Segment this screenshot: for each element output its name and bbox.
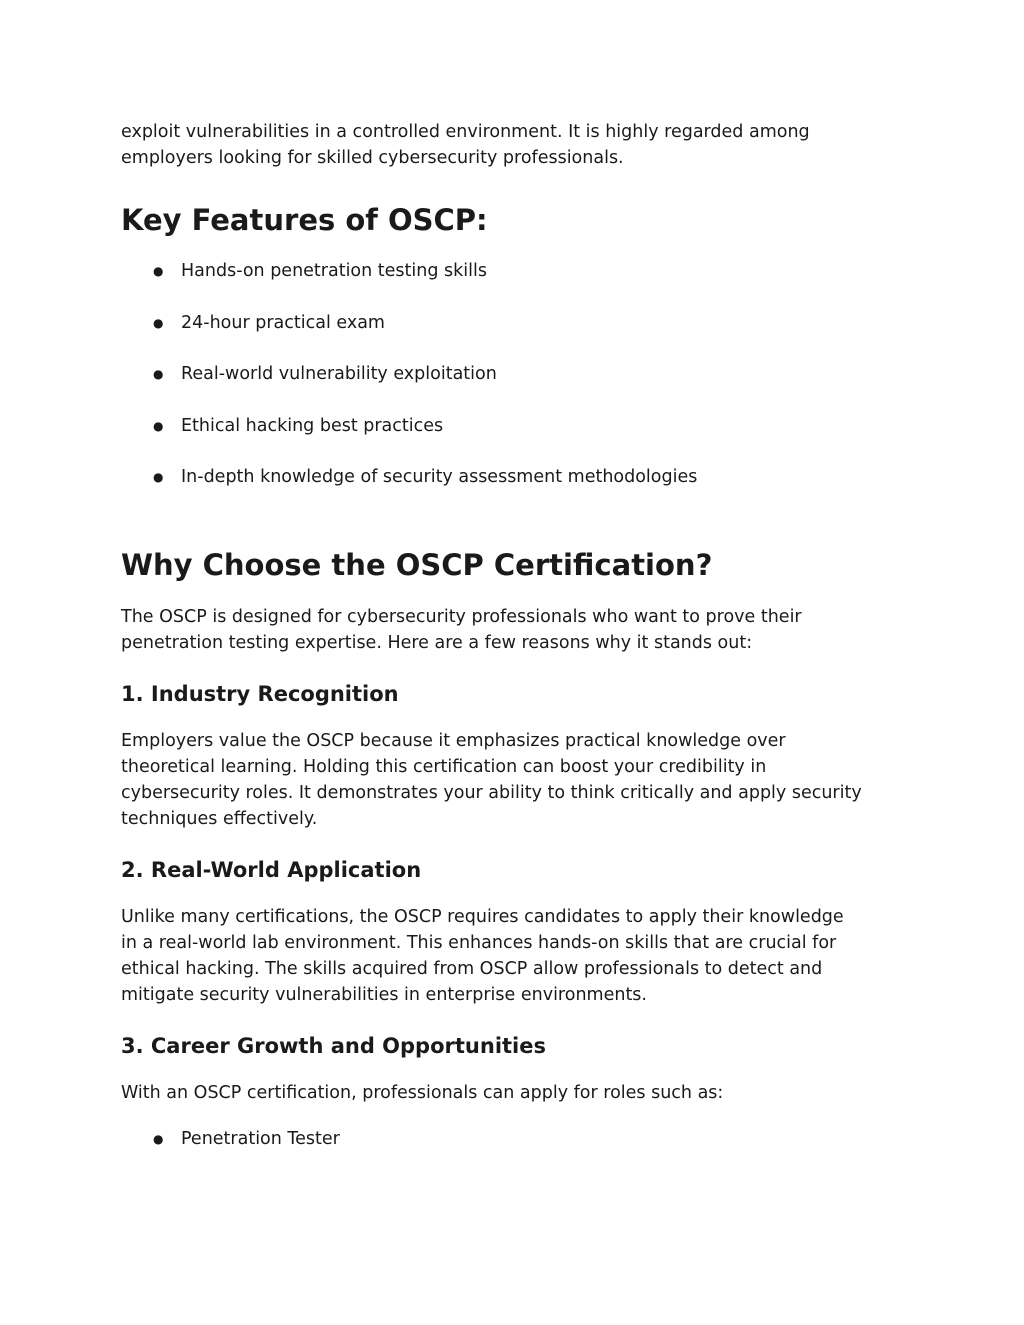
paragraph-line: in a real-world lab environment. This enhances hands-on skills that are crucial for <box>121 933 837 953</box>
roles-list <box>121 1126 921 1152</box>
list-item <box>121 258 921 284</box>
paragraph-line: theoretical learning. Holding this certification can boost your credibility in <box>121 757 767 777</box>
why-choose-paragraph <box>121 604 921 656</box>
list-item-text: Hands-on penetration testing skills <box>181 261 487 281</box>
document-page <box>121 119 921 1152</box>
real-world-application-heading: 2. Real-World Application <box>121 858 422 882</box>
real-world-application-paragraph <box>121 904 921 1008</box>
paragraph-line: With an OSCP certification, professionals can apply for roles such as: <box>121 1083 724 1103</box>
bullet-icon: ● <box>153 315 164 330</box>
career-growth-heading: 3. Career Growth and Opportunities <box>121 1034 546 1058</box>
paragraph-line: techniques effectively. <box>121 809 318 829</box>
why-choose-heading: Why Choose the OSCP Certification? <box>121 548 713 582</box>
industry-recognition-heading: 1. Industry Recognition <box>121 682 399 706</box>
list-item <box>121 464 921 490</box>
bullet-icon: ● <box>153 1132 164 1146</box>
bullet-icon: ● <box>153 367 164 381</box>
paragraph-line: Unlike many certifications, the OSCP requires candidates to apply their knowledge <box>121 907 844 927</box>
career-growth-paragraph <box>121 1080 921 1106</box>
list-item-text: 24-hour practical exam <box>181 312 385 333</box>
paragraph-line: Employers value the OSCP because it emphasizes practical knowledge over <box>121 731 786 751</box>
list-item <box>121 361 921 387</box>
list-item <box>121 310 921 336</box>
key-features-list <box>121 258 921 490</box>
paragraph-line: The OSCP is designed for cybersecurity professionals who want to prove their <box>121 607 802 627</box>
list-item <box>121 1126 921 1152</box>
intro-paragraph <box>121 119 921 171</box>
list-item-text: Penetration Tester <box>181 1129 340 1149</box>
industry-recognition-paragraph <box>121 728 921 832</box>
paragraph-line: cybersecurity roles. It demonstrates your ability to think critically and apply security <box>121 783 862 803</box>
paragraph-line: penetration testing expertise. Here are a few reasons why it stands out: <box>121 633 753 653</box>
bullet-icon: ● <box>153 264 164 278</box>
list-item-text: Ethical hacking best practices <box>181 415 444 436</box>
bullet-icon: ● <box>153 418 164 433</box>
list-item <box>121 413 921 439</box>
key-features-heading: Key Features of OSCP: <box>121 203 488 237</box>
list-item-text: Real-world vulnerability exploitation <box>181 364 497 384</box>
intro-line: employers looking for skilled cybersecurity professionals. <box>121 148 624 168</box>
list-item-text: In-depth knowledge of security assessment methodologies <box>181 467 698 487</box>
intro-line: exploit vulnerabilities in a controlled environment. It is highly regarded among <box>121 122 810 142</box>
paragraph-line: ethical hacking. The skills acquired from OSCP allow professionals to detect and <box>121 959 823 979</box>
paragraph-line: mitigate security vulnerabilities in enterprise environments. <box>121 985 647 1005</box>
bullet-icon: ● <box>153 470 164 484</box>
